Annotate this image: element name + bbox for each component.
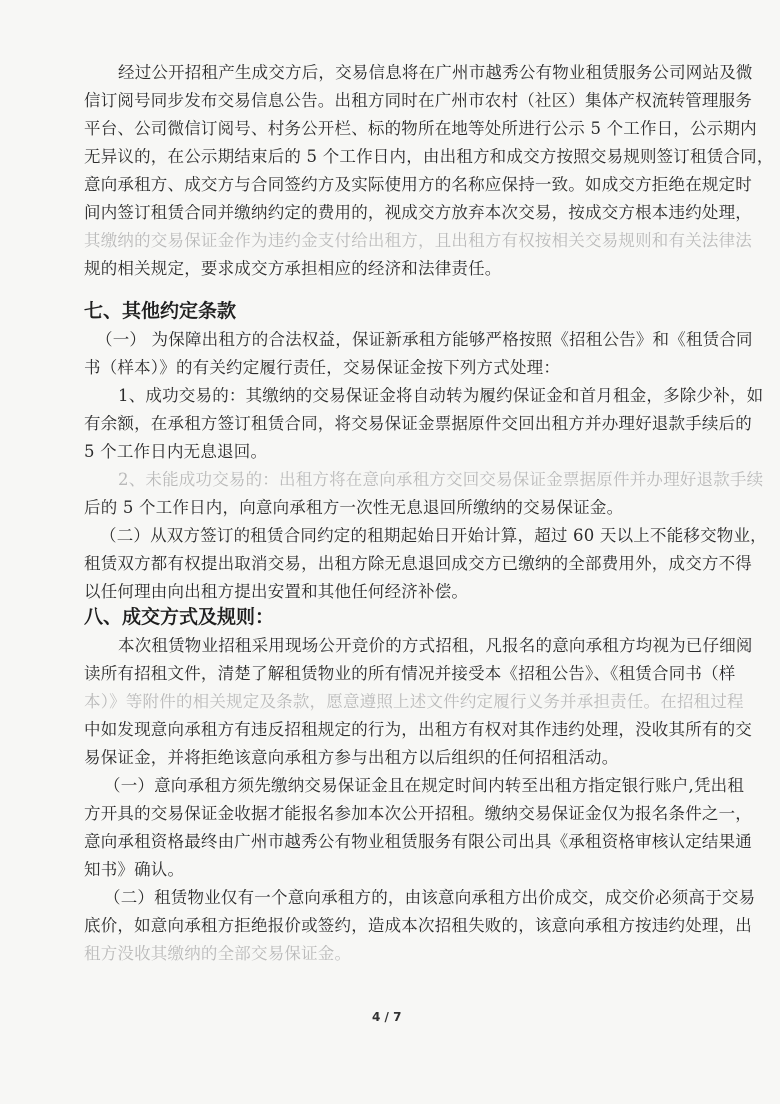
paragraph-line: 规的相关规定，要求成交方承担相应的经济和法律责任。	[84, 259, 502, 278]
section-heading-8: 八、成交方式及规则：	[84, 606, 275, 628]
paragraph-line: 方开具的交易保证金收据才能报名参加本次公开招租。缴纳交易保证金仅为报名条件之一，	[84, 804, 752, 823]
paragraph-line-faded: 其缴纳的交易保证金作为违约金支付给出租方，且出租方有权按相关交易规则和有关法律法	[84, 231, 752, 250]
paragraph-line: 中如发现意向承租方有违反招租规定的行为，出租方有权对其作违约处理，没收其所有的交	[84, 720, 752, 739]
page-number: 4 / 7	[372, 1010, 402, 1024]
paragraph-line-faded: 租方没收其缴纳的全部交易保证金。	[84, 944, 352, 963]
paragraph-line: 知书》确认。	[84, 860, 185, 879]
paragraph-line: 意向承租方、成交方与合同签约方及实际使用方的名称应保持一致。如成交方拒绝在规定时	[84, 175, 752, 194]
paragraph-line: （一） 为保障出租方的合法权益，保证新承租方能够严格按照《招租公告》和《租赁合同	[96, 330, 753, 349]
paragraph-line-faded: 2、未能成功交易的：出租方将在意向承租方交回交易保证金票据原件并办理好退款手续	[118, 470, 764, 489]
paragraph-line: 以任何理由向出租方提出安置和其他任何经济补偿。	[84, 582, 469, 601]
paragraph-line: 1、成功交易的：其缴纳的交易保证金将自动转为履约保证金和首月租金，多除少补，如	[118, 386, 764, 405]
paragraph-line: （二）从双方签订的租赁合同约定的租期起始日开始计算，超过 60 天以上不能移交物业，	[100, 526, 767, 545]
paragraph-line: 信订阅号同步发布交易信息公告。出租方同时在广州市农村（社区）集体产权流转管理服务	[84, 91, 752, 110]
paragraph-line: 易保证金，并将拒绝该意向承租方参与出租方以后组织的任何招租活动。	[84, 748, 619, 767]
paragraph-line: 本次租赁物业招租采用现场公开竞价的方式招租，凡报名的意向承租方均视为已仔细阅	[118, 636, 753, 655]
paragraph-line: 租赁双方都有权提出取消交易，出租方除无息退回成交方已缴纳的全部费用外，成交方不得	[84, 554, 752, 573]
paragraph-line: 底价，如意向承租方拒绝报价或签约，造成本次招租失败的，该意向承租方按违约处理，出	[84, 916, 752, 935]
paragraph-line: 5 个工作日内无息退回。	[84, 442, 268, 461]
paragraph-line: （一）意向承租方须先缴纳交易保证金且在规定时间内转至出租方指定银行账户,凭出租	[104, 776, 745, 795]
paragraph-line: 读所有招租文件，清楚了解租赁物业的所有情况并接受本《招租公告》、《租赁合同书（样	[84, 664, 736, 683]
paragraph-line: 间内签订租赁合同并缴纳约定的费用的，视成交方放弃本次交易，按成交方根本违约处理，	[84, 203, 752, 222]
paragraph-line: （二）租赁物业仅有一个意向承租方的，由该意向承租方出价成交，成交价必须高于交易	[104, 888, 756, 907]
paragraph-line: 平台、公司微信订阅号、村务公开栏、标的物所在地等处所进行公示 5 个工作日，公示期内	[84, 119, 757, 138]
paragraph-line: 后的 5 个工作日内，向意向承租方一次性无息退回所缴纳的交易保证金。	[84, 498, 624, 517]
paragraph-line-faded: 本）》等附件的相关规定及条款，愿意遵照上述文件约定履行义务并承担责任。在招租过程	[84, 692, 744, 711]
paragraph-line: 无异议的，在公示期结束后的 5 个工作日内，由出租方和成交方按照交易规则签订租赁合同，	[84, 147, 774, 166]
paragraph-line: 有余额，在承租方签订租赁合同，将交易保证金票据原件交回出租方并办理好退款手续后的	[84, 414, 752, 433]
paragraph-line: 经过公开招租产生成交方后，交易信息将在广州市越秀公有物业租赁服务公司网站及微	[118, 63, 753, 82]
paragraph-line: 意向承租资格最终由广州市越秀公有物业租赁服务有限公司出具《承租资格审核认定结果通	[84, 832, 752, 851]
section-heading-7: 七、其他约定条款	[84, 300, 237, 322]
paragraph-line: 书（样本）》的有关约定履行责任，交易保证金按下列方式处理：	[84, 358, 561, 377]
